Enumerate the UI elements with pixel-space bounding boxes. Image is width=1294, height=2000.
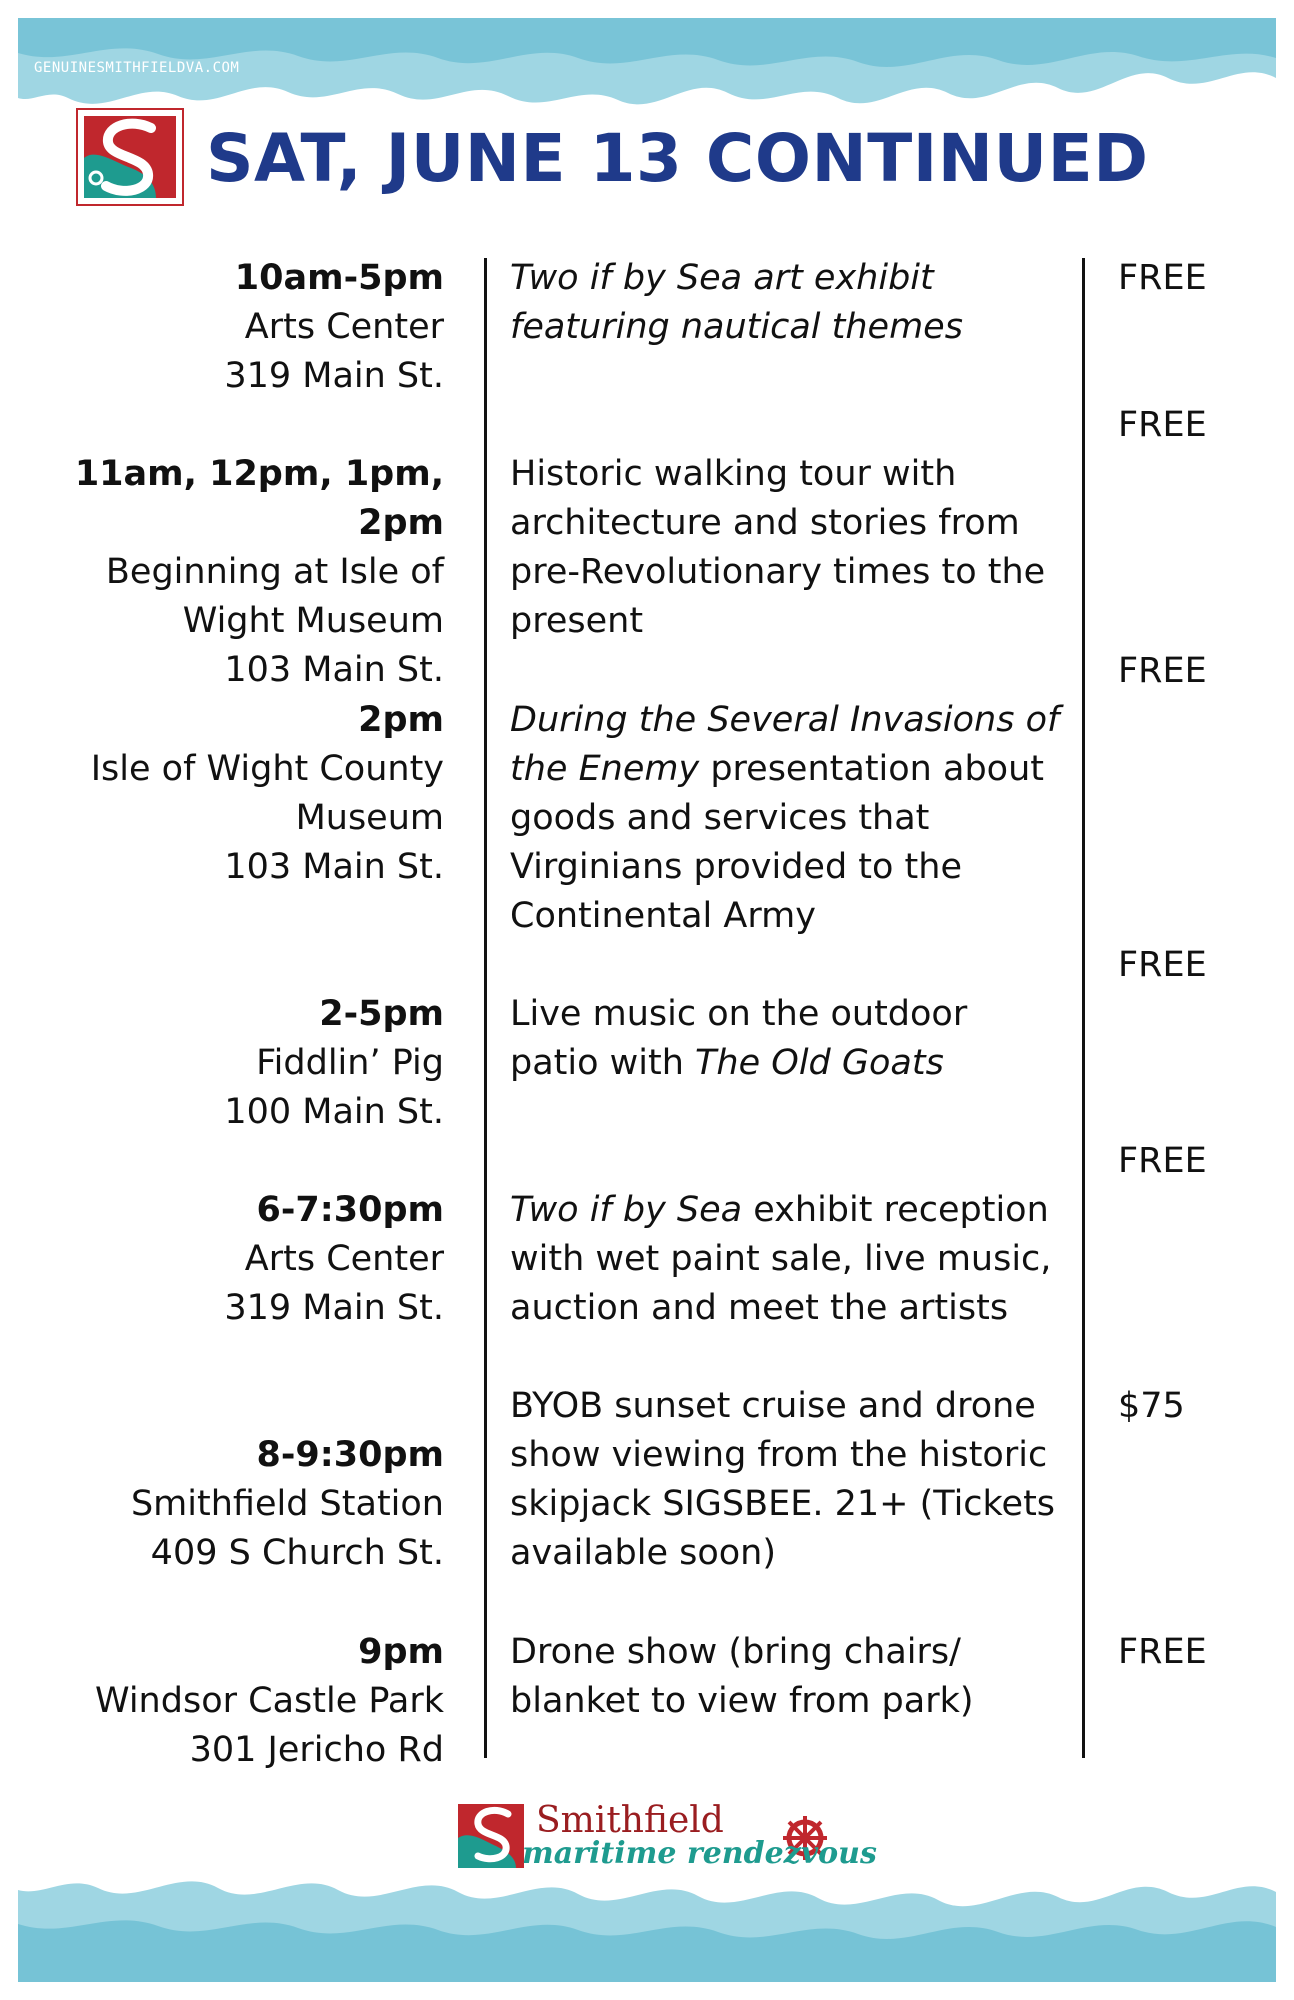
- event-description-line: show viewing from the historic: [510, 1435, 1048, 1475]
- event-description-line: Two if by Sea art exhibit: [510, 258, 934, 298]
- event-description: [510, 254, 1080, 352]
- event-description: [510, 990, 1080, 1088]
- event-location-line: 319 Main St.: [224, 356, 444, 396]
- event-location-block: [4, 696, 444, 892]
- event-location-line: Smithfield Station: [130, 1484, 444, 1524]
- event-location-block: [4, 990, 444, 1137]
- event-description-line: present: [510, 601, 644, 641]
- event-time: 6-7:30pm: [256, 1190, 444, 1230]
- event-description: [510, 1382, 1080, 1578]
- event-description-line: [510, 1186, 1080, 1235]
- event-description-line: BYOB sunset cruise and drone: [510, 1386, 1036, 1426]
- event-location-line: Museum: [295, 798, 444, 838]
- event-description-line: architecture and stories from: [510, 503, 1020, 543]
- event-description-line: Drone show (bring chairs/: [510, 1632, 961, 1672]
- event-description-line: Historic walking tour with: [510, 454, 957, 494]
- event-price: $75: [1118, 1386, 1185, 1426]
- event-price: FREE: [1118, 405, 1207, 445]
- event-location-line: Arts Center: [244, 307, 444, 347]
- event-description-line: [510, 1039, 1080, 1088]
- event-price: FREE: [1118, 651, 1207, 691]
- s-logo-icon: [458, 1804, 524, 1868]
- event-location-line: 301 Jericho Rd: [189, 1730, 444, 1770]
- event-price: FREE: [1118, 258, 1207, 298]
- event-description-line: Virginians provided to the: [510, 847, 962, 887]
- event-location-block: [4, 1628, 444, 1775]
- event-location-block: [4, 254, 444, 401]
- event-location-line: 100 Main St.: [224, 1092, 444, 1132]
- event-description-line: Continental Army: [510, 896, 816, 936]
- page-title: SAT, JUNE 13 CONTINUED: [206, 120, 1149, 197]
- event-time: 9pm: [358, 1632, 444, 1672]
- event-price: FREE: [1118, 1141, 1207, 1181]
- event-description-text: exhibit reception: [742, 1190, 1049, 1230]
- event-description-line: with wet paint sale, live music,: [510, 1239, 1052, 1279]
- event-location-line: 319 Main St.: [224, 1288, 444, 1328]
- event-description-line: pre-Revolutionary times to the: [510, 552, 1046, 592]
- event-price: FREE: [1118, 945, 1207, 985]
- event-location-line: Windsor Castle Park: [95, 1681, 444, 1721]
- footer-brand-name: Smithfield: [536, 1800, 724, 1841]
- event-location-line: Isle of Wight County: [90, 749, 444, 789]
- event-description-line: skipjack SIGSBEE. 21+ (Tickets: [510, 1484, 1056, 1524]
- event-time: 2-5pm: [319, 994, 444, 1034]
- event-description-italic: Two if by Sea: [510, 1190, 743, 1230]
- event-description-italic: the Enemy: [510, 749, 700, 789]
- event-description-line: featuring nautical themes: [510, 307, 963, 347]
- event-description-line: available soon): [510, 1533, 777, 1573]
- event-description-line: goods and services that: [510, 798, 930, 838]
- event-location-line: 409 S Church St.: [150, 1533, 444, 1573]
- event-description-text: presentation about: [699, 749, 1044, 789]
- event-description-line: During the Several Invasions of: [510, 700, 1060, 740]
- event-price: FREE: [1118, 1632, 1207, 1672]
- site-url[interactable]: GENUINESMITHFIELDVA.COM: [34, 60, 240, 76]
- footer-brand-tagline: maritime rendezvous: [522, 1836, 877, 1871]
- event-description-line: blanket to view from park): [510, 1681, 974, 1721]
- event-location-block: [4, 450, 444, 695]
- event-description: [510, 450, 1080, 646]
- event-description-text: patio with: [510, 1043, 696, 1083]
- event-time: 8-9:30pm: [256, 1435, 444, 1475]
- column-divider-right: [1082, 258, 1085, 1758]
- event-description: [510, 1186, 1080, 1333]
- event-location-block: [4, 1431, 444, 1578]
- event-location-line: 103 Main St.: [224, 650, 444, 690]
- event-location-line: 103 Main St.: [224, 847, 444, 887]
- event-location-line: Fiddlin’ Pig: [256, 1043, 444, 1083]
- column-divider-left: [484, 258, 487, 1758]
- event-description: [510, 696, 1080, 941]
- event-location-line: Beginning at Isle of: [105, 552, 444, 592]
- event-location-block: [4, 1186, 444, 1333]
- s-logo-icon: [76, 108, 184, 206]
- event-time: 11am, 12pm, 1pm, 2pm: [74, 454, 444, 543]
- event-time: 10am-5pm: [234, 258, 444, 298]
- event-location-line: Arts Center: [244, 1239, 444, 1279]
- event-description-line: [510, 745, 1080, 794]
- event-description-italic: The Old Goats: [695, 1043, 944, 1083]
- event-description-line: Live music on the outdoor: [510, 994, 968, 1034]
- event-description-line: auction and meet the artists: [510, 1288, 1009, 1328]
- event-location-line: Wight Museum: [182, 601, 444, 641]
- event-description: [510, 1628, 1080, 1726]
- event-time: 2pm: [358, 700, 444, 740]
